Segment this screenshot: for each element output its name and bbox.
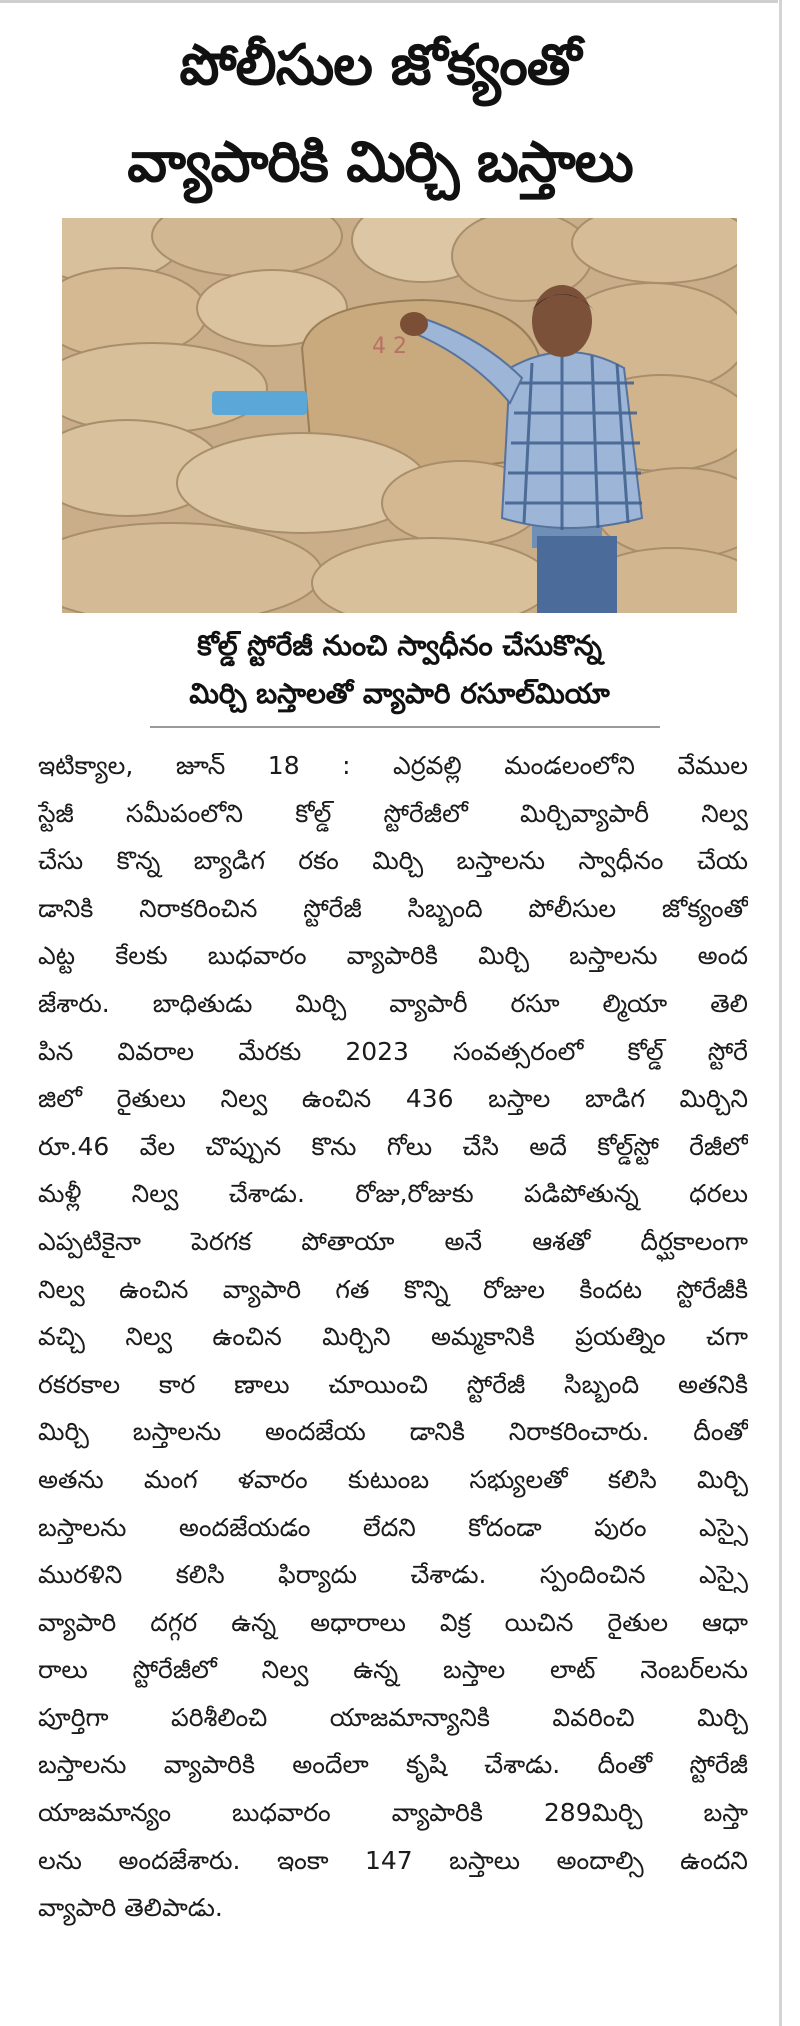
article-body [38, 742, 748, 1932]
article-line: అతను మంగ ళవారం కుటుంబ సభ్యులతో కలిసి మిర్చి [38, 1464, 748, 1494]
news-photo [62, 218, 737, 613]
article-line: ఎట్ట కేలకు బుధవారం వ్యాపారికి మిర్చి బస్తాలను అంద [38, 941, 748, 971]
article-line: ఎప్పటికైనా పెరగక పోతాయా అనే ఆశతో దీర్ఘకాలంగా [38, 1226, 748, 1256]
svg-text:4 2: 4 2 [372, 334, 407, 359]
article-line: బస్తాలను వ్యాపారికి అందేలా కృషి చేశాడు. దీంతో స్టోరేజీ [38, 1750, 748, 1780]
article-line: రకరకాల కార ణాలు చూయించి స్టోరేజీ సిబ్బంది అతనికి [38, 1369, 748, 1399]
article-line: మిర్చి బస్తాలను అందజేయ డానికి నిరాకరించారు. దీంతో [38, 1417, 748, 1447]
headline-line-2: వ్యాపారికి మిర్చి బస్తాలు [127, 130, 633, 195]
article-line: పిన వివరాల మేరకు 2023 సంవత్సరంలో కోల్డ్ స్టోరే [38, 1036, 748, 1066]
headline-line-1: పోలీసుల జోక్యంతో [179, 33, 581, 98]
article-line: స్టేజీ సమీపంలోని కోల్డ్ స్టోరేజీలో మిర్చివ్యాపారీ నిల్వ [38, 798, 748, 828]
article-line: ఇటిక్యాల, జూన్ 18 : ఎర్రవల్లి మండలంలోని వేముల [38, 751, 748, 780]
photo-caption-line-1: కోల్డ్ స్టోరేజీ నుంచి స్వాధీనం చేసుకొన్న [197, 629, 602, 662]
photo-of-man-with-chilli-sacks [62, 218, 737, 613]
article-line: వ్యాపారి తెలిపాడు. [38, 1893, 223, 1923]
article-line: లను అందజేశారు. ఇంకా 147 బస్తాలు అందాల్సి ఉందని [38, 1845, 748, 1875]
article-line: యాజమాన్యం బుధవారం వ్యాపారికి 289మిర్చి బస్తా [38, 1798, 748, 1828]
article-line: వ్యాపారి దగ్గర ఉన్న అధారాలు విక్ర యిచిన రైతుల ఆధా [38, 1607, 748, 1637]
article-line: డానికి నిరాకరించిన స్టోరేజీ సిబ్బంది పోలీసుల జోక్యంతో [38, 893, 748, 923]
article-line: నిల్వ ఉంచిన వ్యాపారి గత కొన్ని రోజుల కిందట స్టోరేజీకి [38, 1274, 748, 1304]
article-line: పూర్తిగా పరిశీలించి యాజమాన్యానికి వివరించి మిర్చి [38, 1702, 748, 1732]
column-divider [779, 0, 782, 2026]
article-line: జేశారు. బాధితుడు మిర్చి వ్యాపారీ రసూ ల్మియా తెలి [38, 988, 748, 1018]
article-line: రూ.46 వేల చొప్పున కొను గోలు చేసి అదే కోల్డ్‌స్టో రేజీలో [38, 1131, 748, 1161]
photo-caption-line-2: మిర్చి బస్తాలతో వ్యాపారి రసూల్‌మియా [189, 677, 610, 710]
article-line: మురళిని కలిసి ఫిర్యాదు చేశాడు. స్పందించిన ఎస్సై [38, 1560, 748, 1590]
article-line: బస్తాలను అందజేయడం లేదని కోదండా పురం ఎస్సై [38, 1512, 748, 1542]
caption-divider [150, 726, 660, 728]
top-rule [0, 0, 778, 3]
article-line: రాలు స్టోరేజీలో నిల్వ ఉన్న బస్తాల లాట్ నెంబర్‌లను [38, 1655, 748, 1685]
article-line: జిలో రైతులు నిల్వ ఉంచిన 436 బస్తాల బాడిగ మిర్చిని [38, 1084, 748, 1114]
article-line: చేసు కొన్న బ్యాడిగ రకం మిర్చి బస్తాలను స్వాధీనం చేయ [38, 846, 748, 876]
article-line: మళ్లీ నిల్వ చేశాడు. రోజు,రోజుకు పడిపోతున్న ధరలు [38, 1179, 748, 1209]
article-line: వచ్చి నిల్వ ఉంచిన మిర్చిని అమ్మకానికి ప్రయత్నిం చగా [38, 1322, 748, 1352]
